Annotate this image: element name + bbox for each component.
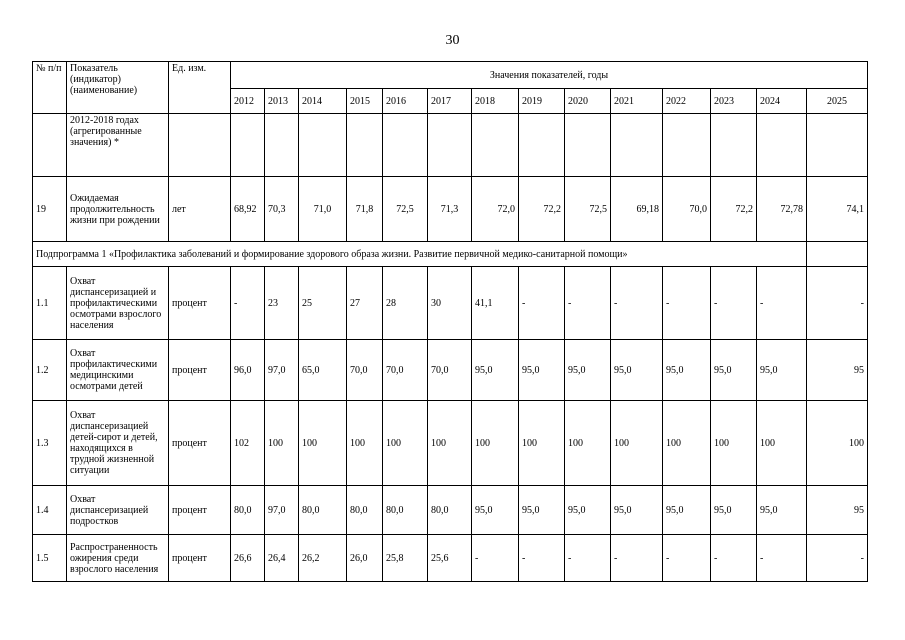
value-cell: 80,0 [428, 486, 472, 535]
value-cell: 100 [663, 401, 711, 486]
row-name: Охват диспансеризацией и профилактическими осмотрами взрослого населения [67, 267, 169, 340]
year-cell: 2017 [428, 89, 472, 114]
value-cell: 70,0 [383, 340, 428, 401]
value-cell: 100 [428, 401, 472, 486]
value-cell: - [757, 535, 807, 582]
value-cell: - [611, 267, 663, 340]
value-cell: 95,0 [611, 486, 663, 535]
value-cell: 95,0 [663, 340, 711, 401]
table-row [33, 267, 868, 340]
value-cell: 65,0 [299, 340, 347, 401]
value-cell: 30 [428, 267, 472, 340]
year-cell: 2022 [663, 89, 711, 114]
value-cell: 95,0 [519, 486, 565, 535]
year-cell: 2015 [347, 89, 383, 114]
value-cell: - [663, 267, 711, 340]
value-cell: 28 [383, 267, 428, 340]
year-cell: 2020 [565, 89, 611, 114]
value-cell: 100 [611, 401, 663, 486]
value-cell: 80,0 [231, 486, 265, 535]
value-cell: - [519, 267, 565, 340]
value-cell: 95,0 [757, 340, 807, 401]
value-cell: - [807, 267, 868, 340]
year-cell: 2025 [807, 89, 868, 114]
value-cell: 100 [757, 401, 807, 486]
aggregated-note: 2012-2018 годах (агрегированные значения) * [67, 114, 169, 177]
subprogram-row [33, 242, 868, 267]
value-cell: 95,0 [472, 486, 519, 535]
value-cell: 71,3 [428, 177, 472, 242]
value-cell: 80,0 [299, 486, 347, 535]
value-cell: 100 [265, 401, 299, 486]
header-num: № п/п [33, 62, 67, 114]
value-cell: 25 [299, 267, 347, 340]
table-row [33, 177, 868, 242]
value-cell: 70,0 [347, 340, 383, 401]
value-cell: 72,5 [565, 177, 611, 242]
year-cell: 2021 [611, 89, 663, 114]
row-name: Охват профилактическими медицинскими осмотрами детей [67, 340, 169, 401]
header-row [33, 62, 868, 89]
value-cell: 70,0 [428, 340, 472, 401]
table-row [33, 535, 868, 582]
value-cell: - [519, 535, 565, 582]
row-name: Охват диспансеризацией подростков [67, 486, 169, 535]
value-cell: - [807, 535, 868, 582]
value-cell: 71,8 [347, 177, 383, 242]
value-cell: 100 [299, 401, 347, 486]
year-cell: 2016 [383, 89, 428, 114]
value-cell: - [565, 267, 611, 340]
table-row [33, 340, 868, 401]
value-cell: 72,2 [711, 177, 757, 242]
value-cell: 95,0 [565, 340, 611, 401]
value-cell: - [757, 267, 807, 340]
value-cell: 41,1 [472, 267, 519, 340]
row-unit: процент [169, 340, 231, 401]
value-cell: 23 [265, 267, 299, 340]
value-cell: 26,6 [231, 535, 265, 582]
value-cell: - [231, 267, 265, 340]
year-cell: 2024 [757, 89, 807, 114]
row-unit: процент [169, 486, 231, 535]
value-cell: 95,0 [711, 486, 757, 535]
value-cell: 70,0 [663, 177, 711, 242]
row-num: 1.4 [33, 486, 67, 535]
value-cell: 74,1 [807, 177, 868, 242]
row-unit: процент [169, 535, 231, 582]
year-cell: 2019 [519, 89, 565, 114]
row-num: 1.3 [33, 401, 67, 486]
header-values: Значения показателей, годы [231, 62, 868, 89]
value-cell: 95,0 [711, 340, 757, 401]
value-cell: 68,92 [231, 177, 265, 242]
year-cell: 2023 [711, 89, 757, 114]
header-indicator: Показатель (индикатор) (наименование) [67, 62, 169, 114]
value-cell: 100 [565, 401, 611, 486]
value-cell: 80,0 [383, 486, 428, 535]
value-cell: 70,3 [265, 177, 299, 242]
year-cell: 2012 [231, 89, 265, 114]
value-cell: - [711, 267, 757, 340]
value-cell: 95,0 [565, 486, 611, 535]
page-number: 30 [445, 33, 460, 48]
row-num: 1.1 [33, 267, 67, 340]
header-unit: Ед. изм. [169, 62, 231, 114]
aggregated-row [33, 114, 868, 177]
value-cell: 69,18 [611, 177, 663, 242]
row-unit: процент [169, 267, 231, 340]
value-cell: 100 [807, 401, 868, 486]
value-cell: 100 [383, 401, 428, 486]
value-cell: 97,0 [265, 486, 299, 535]
value-cell: 27 [347, 267, 383, 340]
value-cell: 95,0 [472, 340, 519, 401]
value-cell: 72,5 [383, 177, 428, 242]
value-cell: - [472, 535, 519, 582]
value-cell: 96,0 [231, 340, 265, 401]
value-cell: - [611, 535, 663, 582]
indicators-table [32, 61, 868, 582]
row-num: 19 [33, 177, 67, 242]
value-cell: 72,2 [519, 177, 565, 242]
value-cell: 100 [711, 401, 757, 486]
value-cell: 95,0 [519, 340, 565, 401]
year-cell: 2018 [472, 89, 519, 114]
value-cell: 95,0 [757, 486, 807, 535]
row-name: Ожидаемая продолжительность жизни при рождении [67, 177, 169, 242]
value-cell: - [663, 535, 711, 582]
value-cell: 102 [231, 401, 265, 486]
row-name: Распространенность ожирения среди взрослого населения [67, 535, 169, 582]
value-cell: 71,0 [299, 177, 347, 242]
value-cell: 26,4 [265, 535, 299, 582]
value-cell: 100 [472, 401, 519, 486]
year-cell: 2013 [265, 89, 299, 114]
row-num: 1.2 [33, 340, 67, 401]
row-unit: лет [169, 177, 231, 242]
value-cell: 80,0 [347, 486, 383, 535]
value-cell: - [565, 535, 611, 582]
row-name: Охват диспансеризацией детей-сирот и детей, находящихся в трудной жизненной ситуации [67, 401, 169, 486]
row-num: 1.5 [33, 535, 67, 582]
value-cell: 95,0 [611, 340, 663, 401]
value-cell: 72,0 [472, 177, 519, 242]
table-row [33, 401, 868, 486]
value-cell: 95,0 [663, 486, 711, 535]
subprogram-title: Подпрограмма 1 «Профилактика заболеваний и формирование здорового образа жизни. Развитие первичной медико-санитарной помощи» [33, 242, 807, 267]
value-cell: 26,0 [347, 535, 383, 582]
year-cell: 2014 [299, 89, 347, 114]
value-cell: 25,6 [428, 535, 472, 582]
value-cell: 95 [807, 486, 868, 535]
value-cell: 95 [807, 340, 868, 401]
value-cell: 100 [519, 401, 565, 486]
row-unit: процент [169, 401, 231, 486]
value-cell: 100 [347, 401, 383, 486]
value-cell: 25,8 [383, 535, 428, 582]
value-cell: 97,0 [265, 340, 299, 401]
table-row [33, 486, 868, 535]
value-cell: - [711, 535, 757, 582]
value-cell: 26,2 [299, 535, 347, 582]
value-cell: 72,78 [757, 177, 807, 242]
